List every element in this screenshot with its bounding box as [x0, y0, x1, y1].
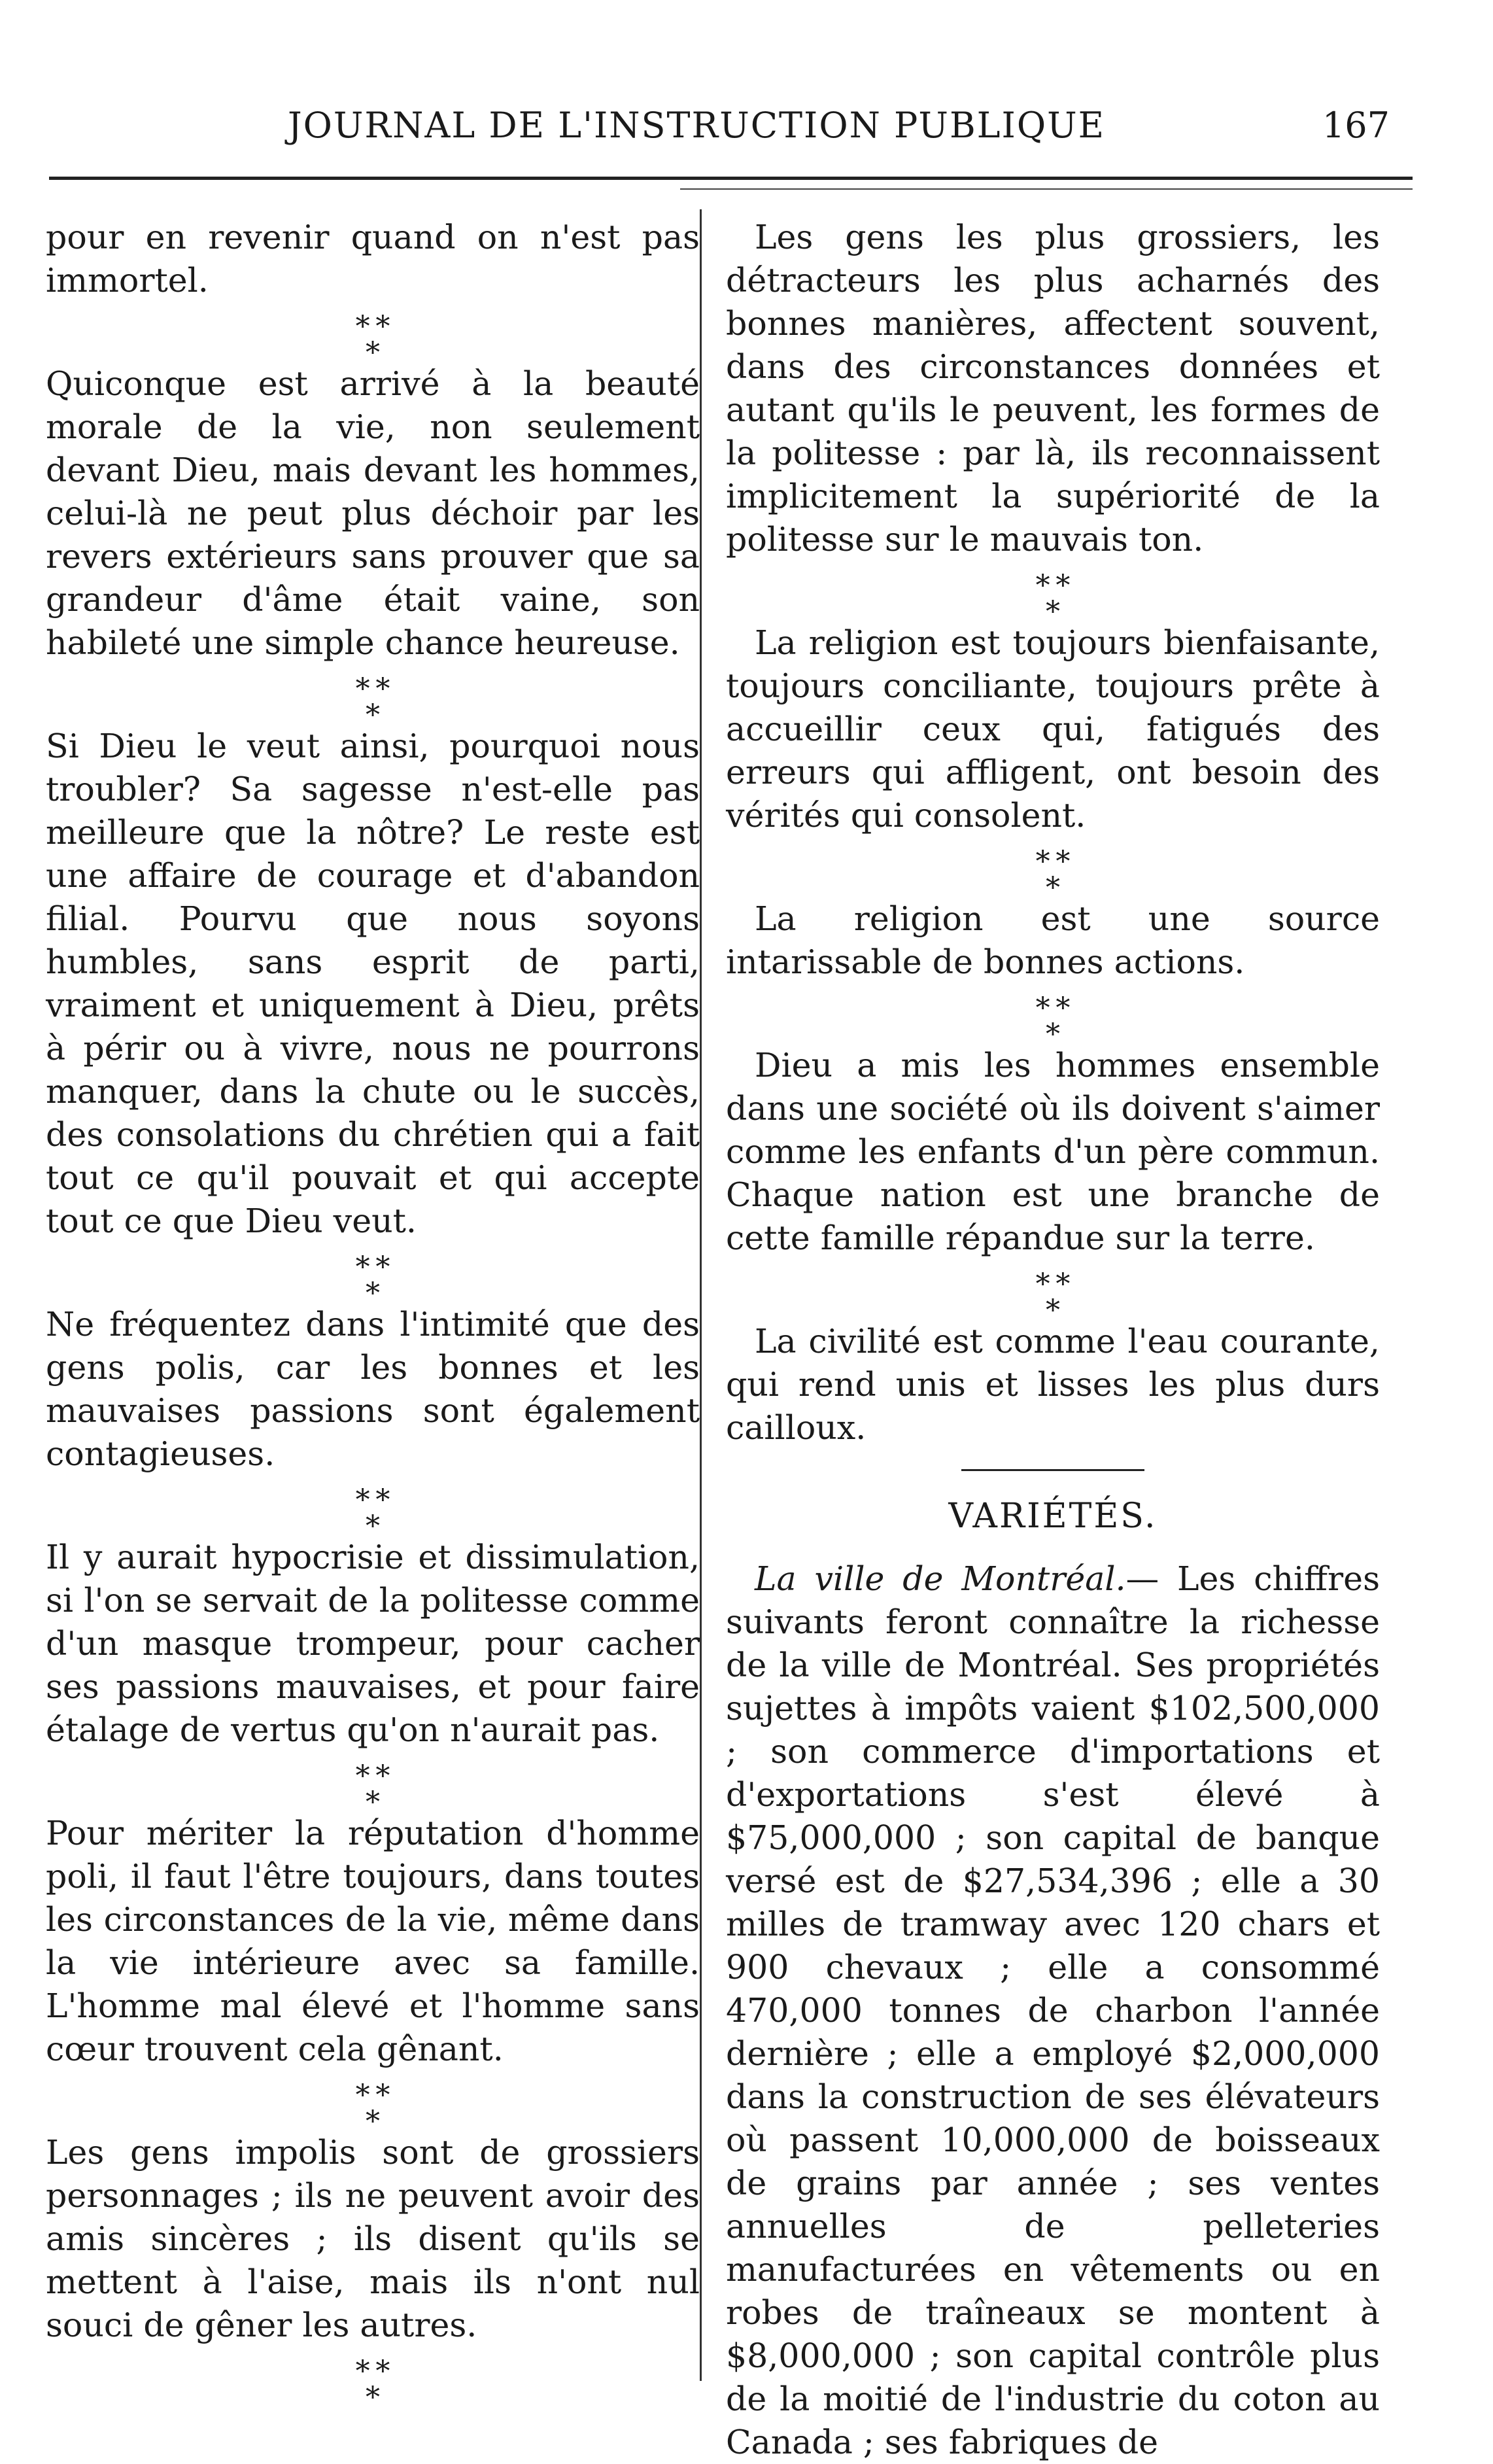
separator-asterism: * * * [1035, 992, 1071, 1051]
paragraph: pour en revenir quand on n'est pas immortel. [46, 218, 700, 300]
paragraph: Les gens impolis sont de grossiers personnages ; ils ne peuvent avoir des amis sincères ; ils disent qu'ils se mettent à l'aise, mais ils n'ont nul souci de gêner les autres. [46, 2133, 700, 2344]
separator-asterism: * * * [355, 672, 390, 732]
separator-asterism: * * * [355, 1484, 390, 1543]
header-rule-thin [680, 188, 1413, 190]
separator-asterism: * * * [355, 1251, 390, 1310]
right-column [726, 216, 1380, 2464]
paragraph: Pour mériter la réputation d'homme poli, il faut l'être toujours, dans toutes les circonstances de la vie, même dans la vie intérieure avec sa famille. L'homme mal élevé et l'homme sans cœur trouvent cela gênant. [46, 1814, 700, 2068]
paragraph: Les gens les plus grossiers, les détracteurs les plus acharnés des bonnes manières, affectent souvent, dans des circonstances données et autant qu'ils le peuvent, les formes de la politesse : par là, ils reconnaissent implicitement la supériorité de la politesse sur le mauvais ton. [726, 218, 1380, 559]
section-title: VARIÉTÉS. [948, 1497, 1158, 1536]
varietes-paragraph [726, 1557, 1380, 2464]
paragraph: La religion est toujours bienfaisante, toujours conciliante, toujours prête à accueillir ceux qui, fatigués des erreurs qui affligent, ont besoin des vérités qui consolent. [726, 623, 1380, 835]
section-rule [961, 1469, 1144, 1471]
page-header [39, 105, 1439, 157]
separator-asterism: * * * [355, 2079, 390, 2138]
left-column [46, 216, 700, 2414]
running-title: JOURNAL DE L'INSTRUCTION PUBLIQUE [288, 105, 1106, 146]
paragraph: La civilité est comme l'eau courante, qui rend unis et lisses les plus durs cailloux. [726, 1322, 1380, 1447]
paragraph: Ne fréquentez dans l'intimité que des gens polis, car les bonnes et les mauvaises passions sont également contagieuses. [46, 1305, 700, 1473]
paragraph: La religion est une source intarissable de bonnes actions. [726, 899, 1380, 981]
paragraph: Si Dieu le veut ainsi, pourquoi nous troubler? Sa sagesse n'est-elle pas meilleure que la nôtre? Le reste est une affaire de courage et d'abandon filial. Pourvu que nous soyons humbles, sans esprit de parti, vraiment et uniquement à Dieu, prêts à périr ou à vivre, nous ne pourrons manquer, dans la chute ou le succès, des consolations du chrétien qui a fait tout ce qu'il pouvait et qui accepte tout ce que Dieu veut. [46, 727, 700, 1240]
page-number: 167 [1322, 105, 1390, 146]
column-divider [700, 209, 702, 2381]
paragraph: Dieu a mis les hommes ensemble dans une société où ils doivent s'aimer comme les enfants d'un père commun. Chaque nation est une branche de cette famille répandue sur la terre. [726, 1046, 1380, 1257]
article-lead: La ville de Montréal. [755, 1559, 1126, 1598]
article-body: — Les chiffres suivants feront connaître la richesse de la ville de Montréal. Ses propriétés sujettes à impôts vaient $102,500,000 ; son commerce d'importations et d'exportations s'est élevé à $75,000,000 ; son capital de banque versé est de $27,534,396 ; elle a 30 milles de tramway avec 120 chars et 900 chevaux ; elle a consommé 470,000 tonnes de charbon l'année dernière ; elle a employé $2,000,000 dans la construction de ses élévateurs où passent 10,000,000 de boisseaux de grains par année ; ses ventes annuelles de pelleteries manufacturées en vêtements ou en robes de traîneaux se montent à $8,000,000 ; son capital contrôle plus de la moitié de l'industrie du coton au Canada ; ses fabriques de [726, 1559, 1380, 2461]
separator-asterism: * * * [355, 310, 390, 370]
separator-asterism: * * * [355, 2355, 390, 2414]
separator-asterism: * * * [1035, 1268, 1071, 1327]
separator-asterism: * * * [1035, 569, 1071, 629]
paragraph: Il y aurait hypocrisie et dissimulation, si l'on se servait de la politesse comme d'un masque trompeur, pour cacher ses passions mauvaises, et pour faire étalage de vertus qu'on n'aurait pas. [46, 1538, 700, 1749]
separator-asterism: * * * [355, 1760, 390, 1819]
paragraph: Quiconque est arrivé à la beauté morale de la vie, non seulement devant Dieu, mais devant les hommes, celui-là ne peut plus déchoir par les revers extérieurs sans prouver que sa grandeur d'âme était vaine, son habileté une simple chance heureuse. [46, 364, 700, 662]
separator-asterism: * * * [1035, 845, 1071, 905]
header-rule [49, 177, 1413, 180]
